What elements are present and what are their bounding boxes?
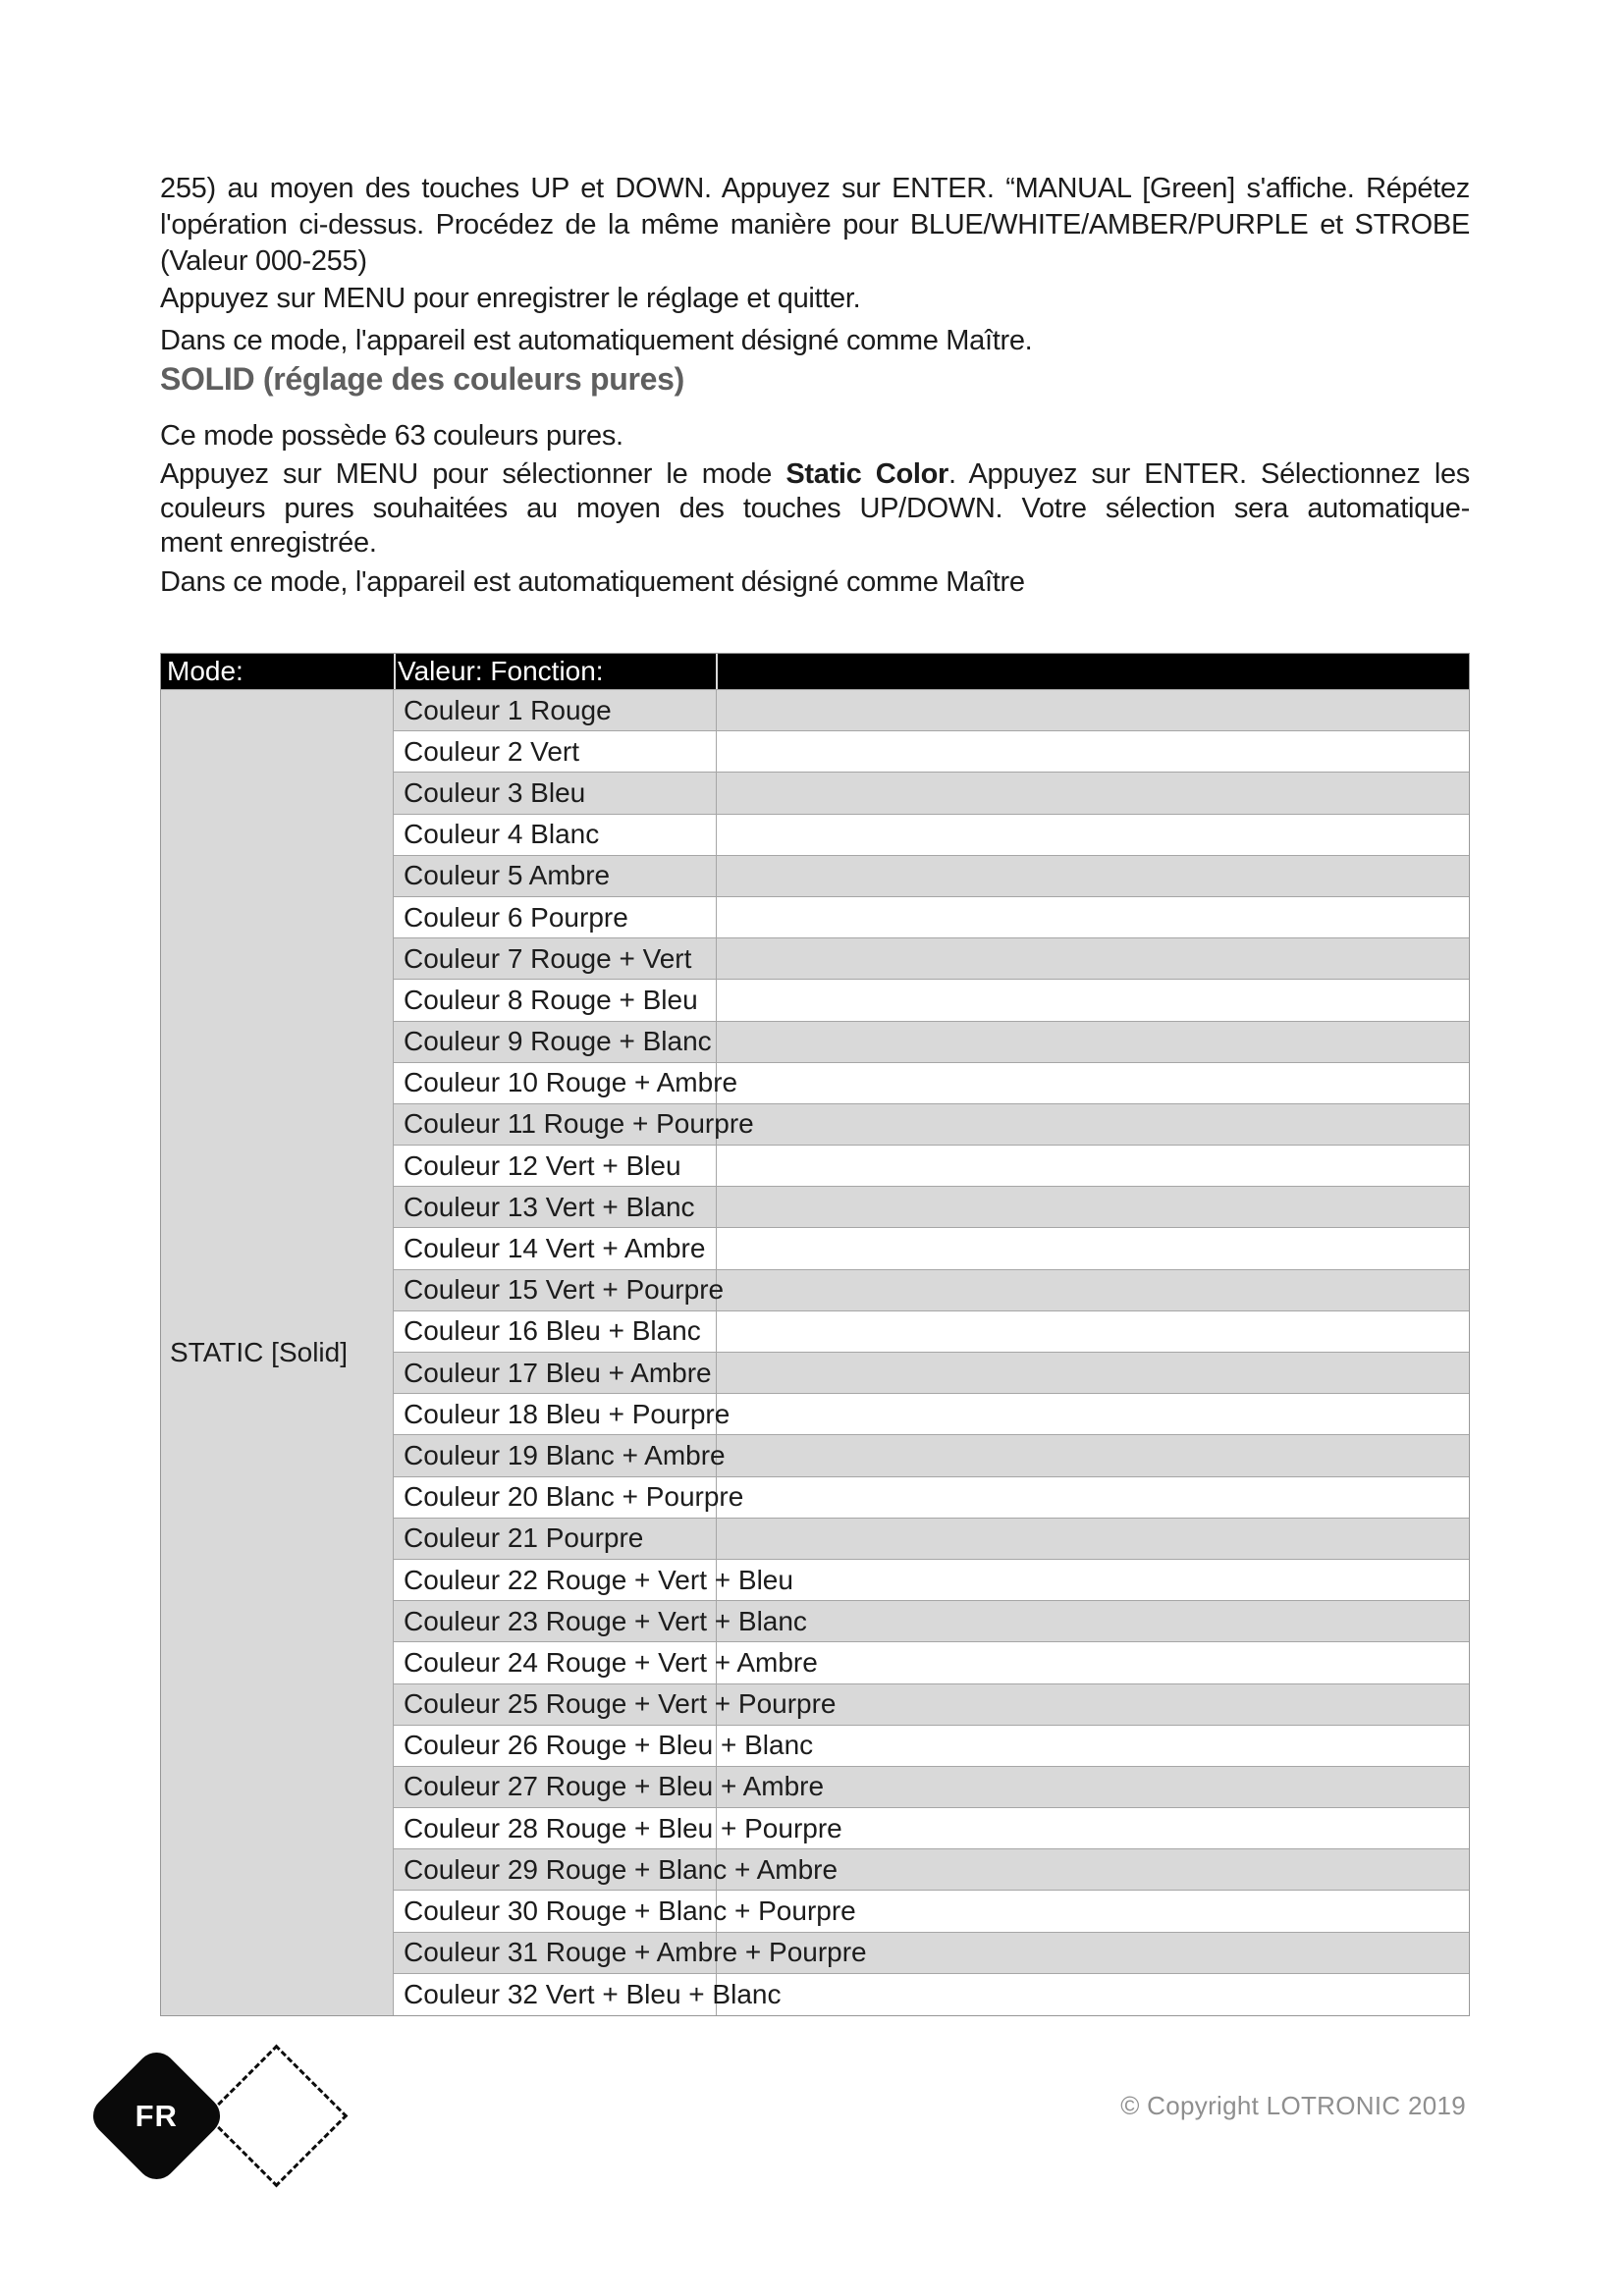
table-row bbox=[394, 1974, 1469, 2015]
table-row bbox=[394, 1353, 1469, 1394]
row-label-cell: Couleur 21 Pourpre bbox=[404, 1522, 644, 1554]
static-color-bold-text: Static Color bbox=[785, 458, 949, 490]
table-row bbox=[394, 1726, 1469, 1767]
row-label-cell: Couleur 28 Rouge + Bleu + Pourpre bbox=[404, 1812, 842, 1843]
table-row bbox=[394, 1601, 1469, 1642]
table-row bbox=[394, 773, 1469, 814]
table-row bbox=[394, 1270, 1469, 1311]
row-empty-cell bbox=[716, 1353, 1469, 1393]
table-row bbox=[394, 856, 1469, 897]
table-row bbox=[394, 690, 1469, 731]
row-label-cell: Couleur 20 Blanc + Pourpre bbox=[404, 1481, 744, 1513]
table-row bbox=[394, 1767, 1469, 1808]
row-empty-cell bbox=[716, 1726, 1469, 1766]
row-empty-cell bbox=[716, 815, 1469, 855]
row-label-cell: Couleur 10 Rouge + Ambre bbox=[404, 1067, 738, 1098]
table-row bbox=[394, 938, 1469, 980]
paragraph-line: couleurs pures souhaitées au moyen des touches UP/DOWN. Votre sélection sera automatique- bbox=[160, 493, 1470, 524]
color-mode-table bbox=[160, 653, 1470, 2016]
row-label-cell: Couleur 14 Vert + Ambre bbox=[404, 1233, 706, 1264]
table-row bbox=[394, 1808, 1469, 1849]
table-row bbox=[394, 1933, 1469, 1974]
table-row bbox=[394, 980, 1469, 1021]
paragraph-63-colors: Ce mode possède 63 couleurs pures. bbox=[160, 420, 623, 452]
row-label-cell: Couleur 25 Rouge + Vert + Pourpre bbox=[404, 1688, 837, 1720]
dashed-diamond bbox=[205, 2045, 349, 2188]
table-row bbox=[394, 1311, 1469, 1353]
row-label-cell: Couleur 2 Vert bbox=[404, 735, 579, 767]
row-empty-cell bbox=[716, 1642, 1469, 1682]
mode-cell-static: STATIC [Solid] bbox=[161, 690, 394, 2015]
row-label-cell: Couleur 18 Bleu + Pourpre bbox=[404, 1398, 731, 1429]
table-rows bbox=[394, 690, 1469, 2015]
row-label-cell: Couleur 7 Rouge + Vert bbox=[404, 942, 692, 974]
table-row bbox=[394, 1477, 1469, 1519]
row-empty-cell bbox=[716, 938, 1469, 979]
table-row bbox=[394, 731, 1469, 773]
row-label-cell: Couleur 12 Vert + Bleu bbox=[404, 1149, 681, 1181]
table-row bbox=[394, 897, 1469, 938]
row-empty-cell bbox=[716, 1435, 1469, 1475]
paragraph-master-mode: Dans ce mode, l'appareil est automatiquement désigné comme Maître. bbox=[160, 325, 1033, 356]
row-label-cell: Couleur 17 Bleu + Ambre bbox=[404, 1357, 712, 1388]
header-cell-valeur-fonction: Valeur: Fonction: bbox=[394, 654, 716, 689]
table-row bbox=[394, 1063, 1469, 1104]
row-label-cell: Couleur 32 Vert + Bleu + Blanc bbox=[404, 1978, 782, 2009]
fr-language-badge bbox=[85, 2045, 229, 2188]
row-label-cell: Couleur 22 Rouge + Vert + Bleu bbox=[404, 1564, 793, 1595]
table-row bbox=[394, 1849, 1469, 1891]
table-row bbox=[394, 1435, 1469, 1476]
heading-solid: SOLID (réglage des couleurs pures) bbox=[160, 361, 684, 397]
row-label-cell: Couleur 29 Rouge + Blanc + Ambre bbox=[404, 1853, 839, 1885]
row-empty-cell bbox=[716, 1270, 1469, 1310]
row-label-cell: Couleur 31 Rouge + Ambre + Pourpre bbox=[404, 1937, 867, 1968]
row-label-cell: Couleur 6 Pourpre bbox=[404, 901, 628, 933]
header-cell-empty bbox=[716, 654, 1469, 689]
table-body bbox=[161, 690, 1469, 2015]
row-label-cell: Couleur 13 Vert + Blanc bbox=[404, 1191, 695, 1222]
table-row bbox=[394, 1104, 1469, 1146]
row-empty-cell bbox=[716, 1477, 1469, 1518]
table-row bbox=[394, 1560, 1469, 1601]
row-empty-cell bbox=[716, 1311, 1469, 1352]
row-empty-cell bbox=[716, 773, 1469, 813]
row-label-cell: Couleur 8 Rouge + Bleu bbox=[404, 984, 698, 1015]
table-row bbox=[394, 1022, 1469, 1063]
row-empty-cell bbox=[716, 690, 1469, 730]
row-empty-cell bbox=[716, 1974, 1469, 2015]
row-empty-cell bbox=[716, 856, 1469, 896]
row-empty-cell bbox=[716, 1394, 1469, 1434]
paragraph-line bbox=[160, 457, 1470, 492]
row-label-cell: Couleur 26 Rouge + Bleu + Blanc bbox=[404, 1730, 814, 1761]
row-empty-cell bbox=[716, 1063, 1469, 1103]
table-row bbox=[394, 1187, 1469, 1228]
row-label-cell: Couleur 19 Blanc + Ambre bbox=[404, 1439, 726, 1470]
table-row bbox=[394, 1684, 1469, 1726]
fr-badge-label: FR bbox=[135, 2098, 179, 2133]
paragraph-line: l'opération ci-dessus. Procédez de la même manière pour BLUE/WHITE/AMBER/PURPLE et STROBE bbox=[160, 209, 1470, 240]
paragraph-static-color bbox=[160, 457, 1470, 561]
row-label-cell: Couleur 24 Rouge + Vert + Ambre bbox=[404, 1646, 818, 1678]
row-label-cell: Couleur 11 Rouge + Pourpre bbox=[404, 1108, 754, 1140]
row-empty-cell bbox=[716, 731, 1469, 772]
table-row bbox=[394, 1228, 1469, 1269]
row-empty-cell bbox=[716, 1187, 1469, 1227]
row-label-cell: Couleur 9 Rouge + Blanc bbox=[404, 1026, 712, 1057]
row-label-cell: Couleur 16 Bleu + Blanc bbox=[404, 1315, 701, 1347]
row-label-cell: Couleur 5 Ambre bbox=[404, 860, 611, 891]
paragraph-line: (Valeur 000-255) bbox=[160, 245, 367, 277]
table-row bbox=[394, 1394, 1469, 1435]
row-label-cell: Couleur 15 Vert + Pourpre bbox=[404, 1274, 725, 1306]
table-header-row bbox=[161, 654, 1469, 690]
row-label-cell: Couleur 3 Bleu bbox=[404, 776, 586, 808]
paragraph-line: 255) au moyen des touches UP et DOWN. Appuyez sur ENTER. “MANUAL [Green] s'affiche. Répétez bbox=[160, 173, 1470, 204]
row-empty-cell bbox=[716, 1104, 1469, 1145]
row-empty-cell bbox=[716, 1519, 1469, 1559]
row-empty-cell bbox=[716, 1601, 1469, 1641]
row-label-cell: Couleur 1 Rouge bbox=[404, 694, 612, 725]
paragraph-line: ment enregistrée. bbox=[160, 527, 377, 559]
paragraph-text: . Appuyez sur ENTER. Sélectionnez les bbox=[948, 458, 1470, 490]
table-row bbox=[394, 1519, 1469, 1560]
row-label-cell: Couleur 30 Rouge + Blanc + Pourpre bbox=[404, 1896, 856, 1927]
row-empty-cell bbox=[716, 1146, 1469, 1186]
row-empty-cell bbox=[716, 980, 1469, 1020]
row-empty-cell bbox=[716, 1228, 1469, 1268]
header-cell-mode: Mode: bbox=[167, 656, 244, 686]
paragraph-manual-setting bbox=[160, 171, 1470, 280]
row-empty-cell bbox=[716, 897, 1469, 937]
paragraph-master-mode-2: Dans ce mode, l'appareil est automatiquement désigné comme Maître bbox=[160, 566, 1025, 598]
paragraph-text: Appuyez sur MENU pour sélectionner le mode bbox=[160, 458, 786, 490]
paragraph-menu-save: Appuyez sur MENU pour enregistrer le réglage et quitter. bbox=[160, 283, 861, 314]
table-row bbox=[394, 1891, 1469, 1932]
table-row bbox=[394, 1146, 1469, 1187]
row-label-cell: Couleur 27 Rouge + Bleu + Ambre bbox=[404, 1771, 825, 1802]
copyright-text: © Copyright LOTRONIC 2019 bbox=[1120, 2091, 1466, 2120]
table-row bbox=[394, 1642, 1469, 1683]
row-empty-cell bbox=[716, 1022, 1469, 1062]
row-empty-cell bbox=[716, 1767, 1469, 1807]
row-empty-cell bbox=[716, 1560, 1469, 1600]
row-label-cell: Couleur 4 Blanc bbox=[404, 819, 600, 850]
table-row bbox=[394, 815, 1469, 856]
row-label-cell: Couleur 23 Rouge + Vert + Blanc bbox=[404, 1605, 807, 1636]
